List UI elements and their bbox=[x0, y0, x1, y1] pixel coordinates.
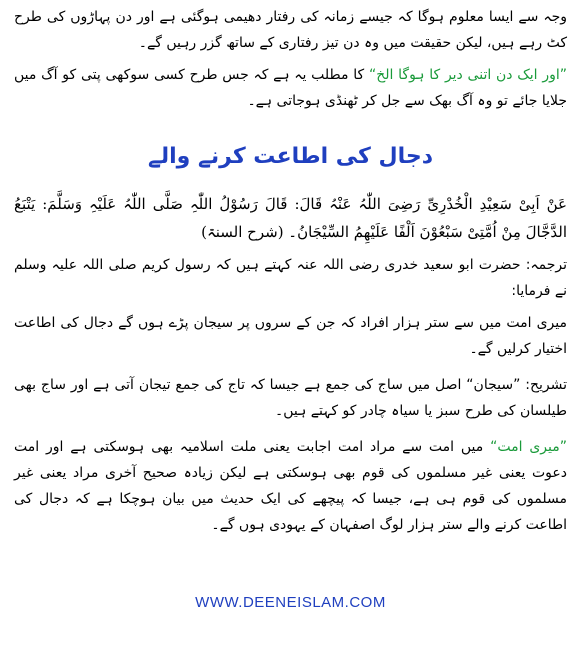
paragraph-intro: وجہ سے ایسا معلوم ہوگا کہ جیسے زمانہ کی رفتار دھیمی ہوگئی ہے اور دن پہاڑوں کی طرح کٹ رہے ہیں، لیکن حقیقت میں وہ دن تیز رفتاری کے ساتھ گزر رہیں گے۔ bbox=[14, 9, 567, 51]
document-body bbox=[14, 4, 567, 538]
paragraph-text: کا مطلب یہ ہے کہ جس طرح کسی سوکھی پتی کو آگ میں جلایا جائے تو وہ آگ بھک سے جل کر ٹھنڈی ہوجاتی ہے۔ bbox=[14, 67, 567, 109]
website-url[interactable]: WWW.DEENEISLAM.COM bbox=[195, 594, 386, 611]
ummah-paragraph bbox=[14, 434, 567, 538]
section-heading: دجال کی اطاعت کرنے والے bbox=[147, 144, 434, 169]
paragraph-day-explanation bbox=[14, 62, 567, 114]
translation-text: میری امت میں سے ستر ہزار افراد کہ جن کے سروں پر سیجان پڑے ہوں گے دجال کی اطاعت اختیار کرلیں گے۔ bbox=[14, 315, 567, 357]
tashreeh-paragraph: تشریح: ”سیجان“ اصل میں ساج کی جمع ہے جیسا کہ تاج کی جمع تیجان آتی ہے اور ساج بھی طیلسان کی طرح سبز یا سیاہ چادر کو کہتے ہیں۔ bbox=[14, 377, 567, 419]
quoted-phrase: ”میری امت“ bbox=[490, 439, 568, 455]
quoted-phrase: ”اور ایک دن اتنی دیر کا ہوگا الخ“ bbox=[368, 67, 567, 83]
arabic-hadith: عَنْ اَبِیْ سَعِیْدِ الْخُدْرِیِّ رَضِیَ اللّٰہُ عَنْہُ قَالَ: قَالَ رَسُوْلُ اللّٰہِ صَلَّی اللّٰہُ عَلَیْہِ وَسَلَّمَ: یَتْبَعُ الدَّجَّالَ مِنْ اُمَّتِیْ سَبْعُوْنَ اَلْفًا عَلَیْھِمُ السِّیْجَانُ۔ (شرح السنۃ) bbox=[14, 195, 567, 241]
translation-intro: ترجمہ: حضرت ابو سعید خدری رضی اللہ عنہ کہتے ہیں کہ رسول کریم صلی اللہ علیہ وسلم نے فرمایا: bbox=[14, 257, 567, 299]
paragraph-text: میں امت سے مراد امت اجابت یعنی ملت اسلامیہ بھی ہوسکتی ہے اور امت دعوت یعنی غیر مسلموں کی قوم بھی ہوسکتی ہے لیکن زیادہ صحیح آخری مراد یعنی غیر مسلموں کی قوم ہی ہے، جیسا کہ پیچھے کی ایک حدیث میں بیان ہوچکا ہے کہ دجال کی اطاعت کرنے والے ستر ہزار لوگ اصفہان کے یہودی ہوں گے۔ bbox=[14, 439, 567, 533]
